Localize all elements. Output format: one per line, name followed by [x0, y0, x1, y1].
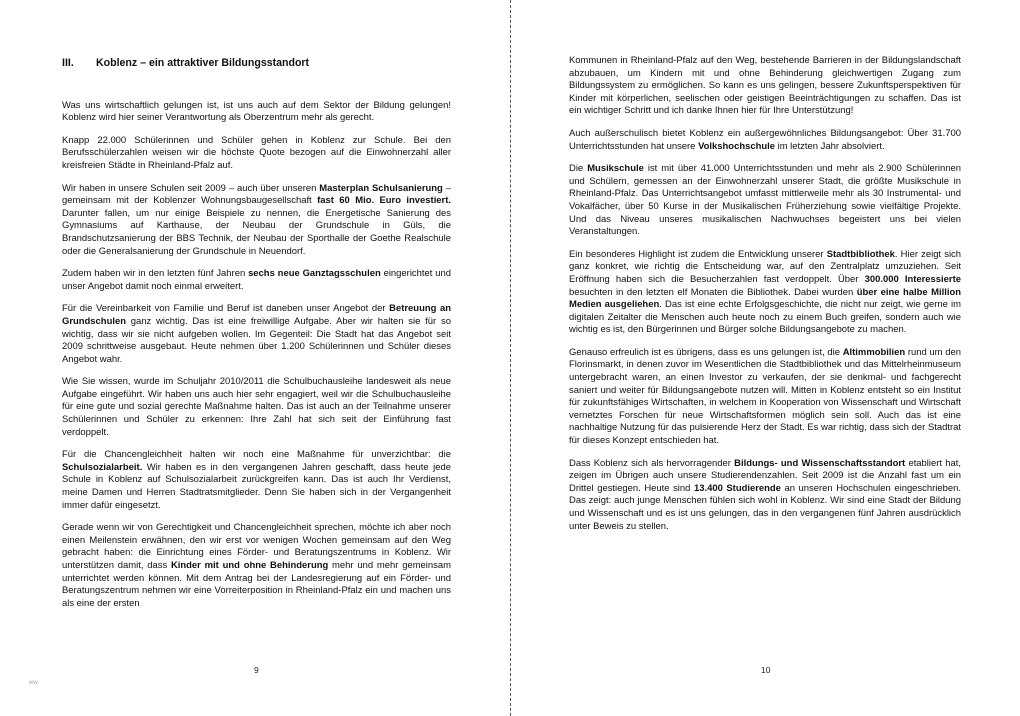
- paragraph: Wie Sie wissen, wurde im Schuljahr 2010/2011 die Schulbuchausleihe landesweit als neue Aufgabe eingeführt. Wir haben uns auch hier sehr engagiert, weil wir die Schulbuchausleihe für eine gute und sozial gerechte Maßnahme halten. Das ist auch an der Teilnahme unserer Schülerinnen und Schüler zu erkennen: Ihre Zahl hat sich seit der Einführung fast verdoppelt.: [62, 376, 451, 438]
- paragraph: Gerade wenn wir von Gerechtigkeit und Chancengleichheit sprechen, möchte ich aber noch einen Meilenstein erwähnen, den wir erst vor wenigen Wochen gemeinsam auf den Weg gebracht haben: die Einrichtung eines Förder- und Beratungszentrums in Koblenz. Wir unterstützen damit, dass Kinder mit und ohne Behinderung mehr und mehr gemeinsam unterrichtet werden können. Mit dem Antrag bei der Landesregierung auf ein Förder- und Beratungszentrum nehmen wir eine Vorreiterposition in Rheinland-Pfalz ein und machen uns als eine der ersten: [62, 522, 451, 609]
- paragraph: Kommunen in Rheinland-Pfalz auf den Weg, bestehende Barrieren in der Bildungslandschaft abzubauen, um Kindern mit und ohne Behinderung gleichwertigen Zugang zum Bildungssystem zu ermöglichen. So kann es uns gelingen, bessere Zukunftsperspektiven für Kinder mit körperlichen, seelischen oder geistigen Beeinträchtigungen zu schaffen. Das ist ein wichtiger Schritt und ich danke Ihnen hier für Ihre Unterstützung!: [569, 55, 961, 117]
- paragraph: Zudem haben wir in den letzten fünf Jahren sechs neue Ganztagsschulen eingerichtet und unser Angebot damit noch einmal erweitert.: [62, 268, 451, 292]
- paragraph: Für die Vereinbarkeit von Familie und Beruf ist daneben unser Angebot der Betreuung an Grundschulen ganz wichtig. Das ist eine freiwillige Aufgabe. Aber wir halten sie für so wichtig, dass wir sie nicht aufgeben wollen. Im Gegenteil: Die Stadt hat das Angebot seit 2009 schrittweise ausgebaut. Heute nehmen über 1.200 Schülerinnen und Schüler dieses Angebot wahr.: [62, 303, 451, 365]
- paragraph: Für die Chancengleichheit halten wir noch eine Maßnahme für unverzichtbar: die Schulsozialarbeit. Wir haben es in den vergangenen Jahren geschafft, dass heute jede Schule in Koblenz auf Schulsozialarbeit zurückgreifen kann. Das ist auch Ihr Verdienst, meine Damen und Herren Stadtratsmitglieder. Denn Sie haben sich in der Vergangenheit immer dafür eingesetzt.: [62, 449, 451, 511]
- paragraph: Auch außerschulisch bietet Koblenz ein außergewöhnliches Bildungsangebot: Über 31.700 Unterrichtsstunden hat unsere Volkshochschule im letzten Jahr absolviert.: [569, 127, 961, 152]
- left-column: [62, 57, 451, 620]
- paragraph: Dass Koblenz sich als hervorragender Bildungs- und Wissenschaftsstandort etabliert hat, zeigen im Übrigen auch unsere Studierendenzahlen. Seit 2009 ist die Anzahl fast um ein Drittel gestiegen. Heute sind 13.400 Studierende an unseren Hochschulen eingeschrieben. Das zeigt: auch junge Menschen fühlen sich wohl in Koblenz. Wir sind eine Stadt der Bildung und Wissenschaft und es ist uns gelungen, das in den vergangenen fünf Jahren ausdrücklich unter Beweis zu stellen.: [569, 457, 961, 532]
- page-number-right: 10: [761, 665, 771, 675]
- section-heading: [62, 57, 451, 70]
- page-divider: [510, 0, 511, 716]
- paragraph: Ein besonderes Highlight ist zudem die Entwicklung unserer Stadtbibliothek. Hier zeigt sich ganz konkret, wie richtig die Entscheidung war, auf den Zentralplatz umzuziehen. Seit Eröffnung haben sich die Besucherzahlen fast verdoppelt. Über 300.000 Interessierte besuchten in den letzten elf Monaten die Bibliothek. Dabei wurden über eine halbe Million Medien ausgeliehen. Das ist eine echte Erfolgsgeschichte, die nicht nur zeigt, wie gerne im digitalen Zeitalter die Menschen auch heute noch zu einem Buch greifen, sondern auch wie wichtig es ist, den Bürgerinnen und Bürger solche Bildungsangebote zu machen.: [569, 248, 962, 336]
- section-number: III.: [62, 57, 74, 69]
- paragraph: Wir haben in unsere Schulen seit 2009 – auch über unseren Masterplan Schulsanierung – gemeinsam mit der Koblenzer Wohnungsbaugesellschaft fast 60 Mio. Euro investiert. Darunter fallen, um nur einige Beispiele zu nennen, die Energetische Sanierung des Gymnasiums auf Karthause, der Neubau der Grundschule in Güls, die Brandschutzsanierung der BBS Technik, der Neubau der Sporthalle der Goethe Realschule oder die Generalsanierung der Grundschule in Neuendorf.: [62, 182, 451, 257]
- corner-stamp: ww: [29, 680, 38, 686]
- page-number-left: 9: [254, 665, 259, 675]
- paragraph: Was uns wirtschaftlich gelungen ist, ist uns auch auf dem Sektor der Bildung gelungen! Koblenz wird hier seiner Verantwortung als Oberzentrum mehr als gerecht.: [62, 99, 451, 124]
- section-title: Koblenz – ein attraktiver Bildungsstandort: [96, 57, 310, 69]
- paragraph: Knapp 22.000 Schülerinnen und Schüler gehen in Koblenz zur Schule. Bei den Berufsschülerzahlen weisen wir die höchste Quote bezogen auf die Einwohnerzahl aller kreisfreien Städte in Rheinland-Pfalz auf.: [62, 134, 451, 171]
- right-column: [569, 55, 961, 543]
- paragraph: Genauso erfreulich ist es übrigens, dass es uns gelungen ist, die Altimmobilien rund um den Florinsmarkt, in denen zuvor im Wesentlichen die Stadtbibliothek und das Mittelrheinmuseum untergebracht waren, an einen Investor zu verkaufen, der sie denkmal- und fachgerecht saniert und weiter für Bildungsangebote nutzen will. Mitten in Koblenz entsteht so ein Institut für zukunftsfähiges Wirtschaften, in welchem in Kooperation von Wissenschaft und Wirtschaft vernetztes Forschen für neue Wirtschaftsformen möglich sein soll. Auch das ist eine nachhaltige Nutzung für das pulsierende Herz der Stadt. Es war richtig, dass sich der Stadtrat für dieses Konzept entschieden hat.: [569, 346, 961, 447]
- paragraph: Die Musikschule ist mit über 41.000 Unterrichtsstunden und mehr als 2.900 Schülerinnen und Schülern, gemessen an der Einwohnerzahl unserer Stadt, die größte Musikschule in Rheinland-Pfalz. Das Unterrichtsangebot umfasst mittlerweile mehr als 30 Instrumental- und Vokalfächer, über 50 Kurse in der Musikalischen Früherziehung sowie vielfältige Projekte. Und das Niveau unseres musikalischen Nachwuchses begeistert uns bei vielen Veranstaltungen.: [569, 163, 961, 238]
